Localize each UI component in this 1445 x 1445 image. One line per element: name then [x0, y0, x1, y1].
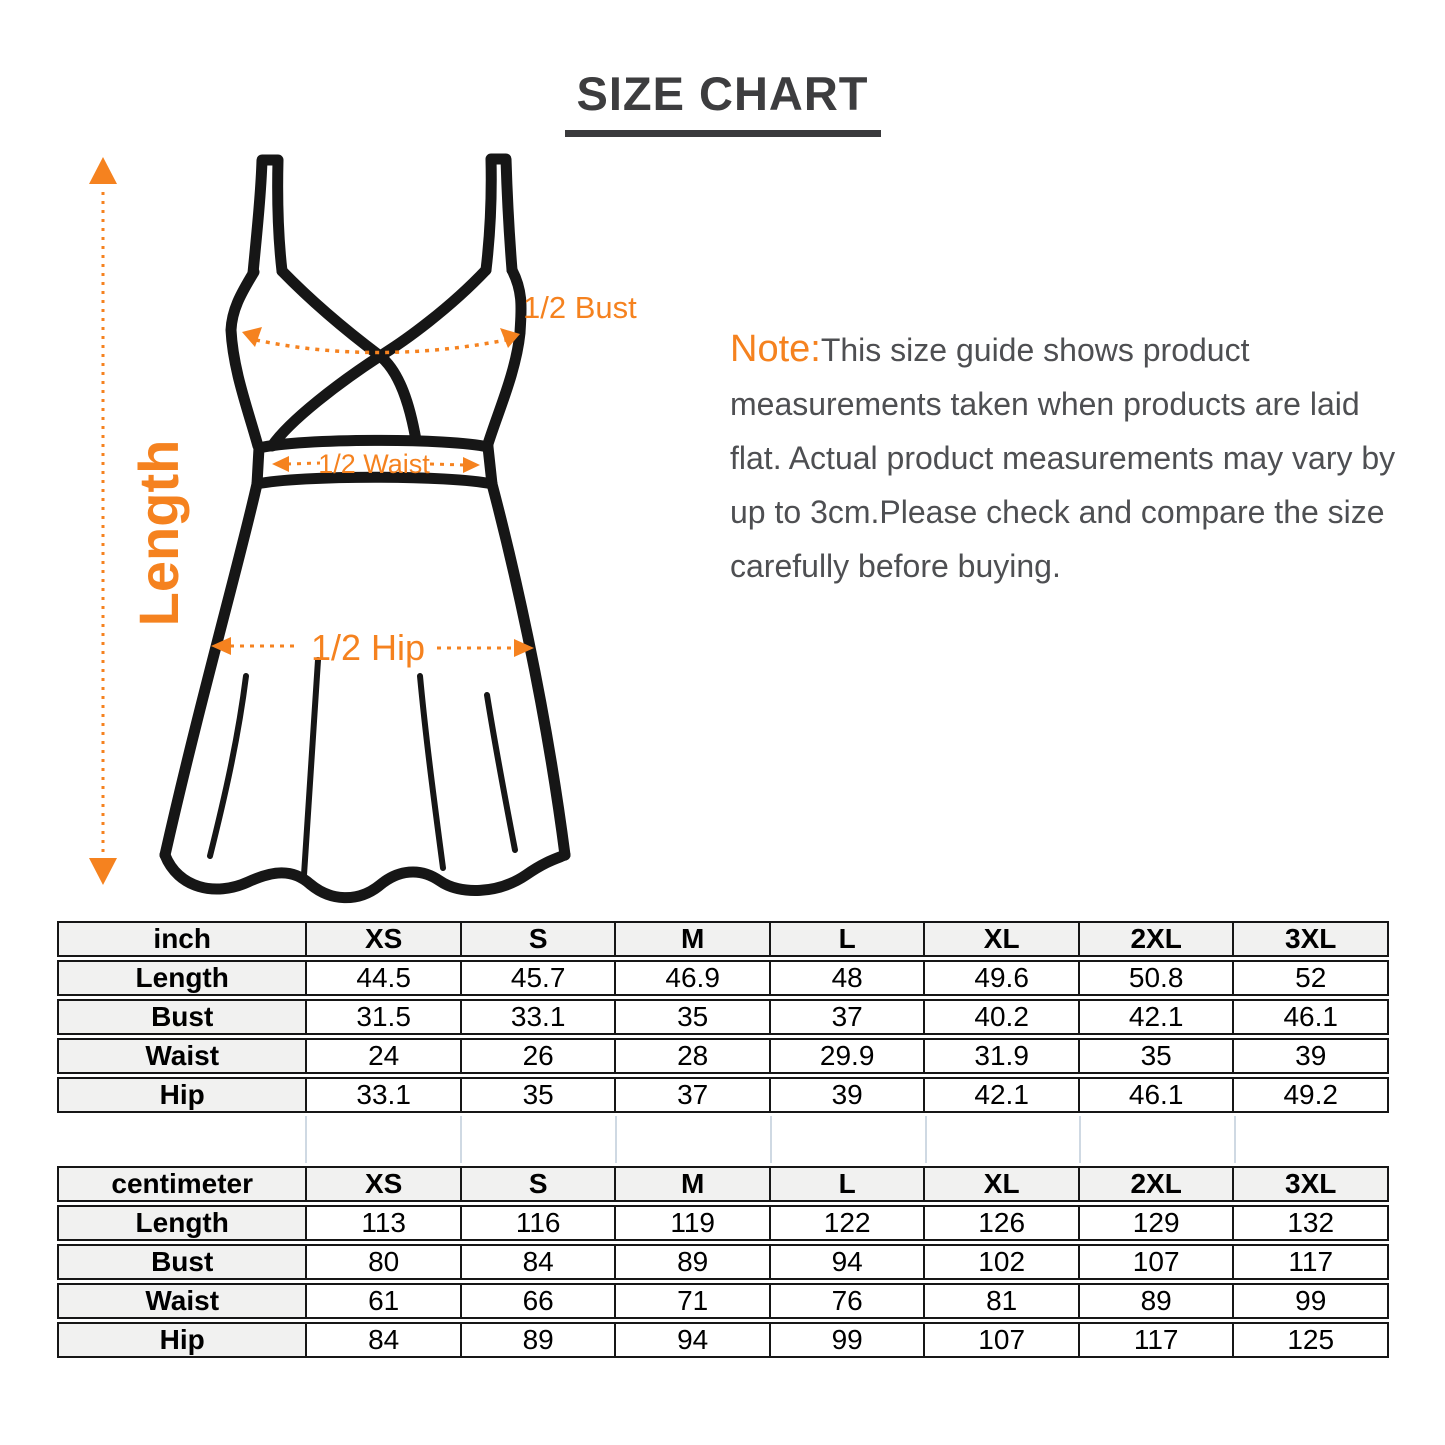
table-row-label: Bust	[57, 1244, 307, 1280]
measurement-cell: 116	[462, 1205, 617, 1241]
note-paragraph	[730, 322, 1402, 593]
table-row	[57, 1322, 1389, 1358]
table-unit-header: inch	[57, 921, 307, 957]
dress-measurement-diagram-icon	[50, 140, 680, 910]
measurement-cell: 89	[616, 1244, 771, 1280]
measurement-cell: 132	[1234, 1205, 1389, 1241]
measurement-cell: 99	[771, 1322, 926, 1358]
hip-label: 1/2 Hip	[310, 627, 426, 668]
note-body: This size guide shows product measurements taken when products are laid flat. Actual product measurements may vary by up to 3cm.Please check and compare the size carefully before buying.	[730, 332, 1396, 584]
measurement-cell: 48	[771, 960, 926, 996]
table-row	[57, 1244, 1389, 1280]
table-size-header: S	[462, 1166, 617, 1202]
measurement-cell: 99	[1234, 1283, 1389, 1319]
measurement-cell: 29.9	[771, 1038, 926, 1074]
measurement-cell: 44.5	[307, 960, 462, 996]
table-size-header: L	[771, 1166, 926, 1202]
measurement-cell: 117	[1234, 1244, 1389, 1280]
measurement-cell: 45.7	[462, 960, 617, 996]
measurement-cell: 89	[1080, 1283, 1235, 1319]
measurement-cell: 89	[462, 1322, 617, 1358]
measurement-cell: 46.1	[1234, 999, 1389, 1035]
measurement-cell: 37	[771, 999, 926, 1035]
bust-label: 1/2 Bust	[523, 290, 637, 325]
measurement-cell: 84	[307, 1322, 462, 1358]
skirt-pleat-lines-icon	[210, 660, 515, 875]
size-table-centimeter	[57, 1163, 1389, 1361]
measurement-cell: 126	[925, 1205, 1080, 1241]
table-row-label: Bust	[57, 999, 307, 1035]
table-size-header: 2XL	[1080, 921, 1235, 957]
size-tables-area	[57, 918, 1389, 1361]
table-size-header: XS	[307, 921, 462, 957]
measurement-cell: 33.1	[462, 999, 617, 1035]
note-prefix: Note:	[730, 328, 821, 370]
measurement-cell: 50.8	[1080, 960, 1235, 996]
measurement-cell: 46.1	[1080, 1077, 1235, 1113]
table-header-row	[57, 1166, 1389, 1202]
measurement-cell: 49.2	[1234, 1077, 1389, 1113]
measurement-cell: 35	[616, 999, 771, 1035]
table-size-header: M	[616, 921, 771, 957]
measurement-cell: 49.6	[925, 960, 1080, 996]
table-row-label: Length	[57, 960, 307, 996]
table-row	[57, 999, 1389, 1035]
measurement-cell: 28	[616, 1038, 771, 1074]
table-row-label: Waist	[57, 1038, 307, 1074]
table-size-header: 2XL	[1080, 1166, 1235, 1202]
table-unit-header: centimeter	[57, 1166, 307, 1202]
size-table-inch	[57, 918, 1389, 1116]
table-row-label: Length	[57, 1205, 307, 1241]
measurement-cell: 26	[462, 1038, 617, 1074]
table-row-label: Hip	[57, 1077, 307, 1113]
measurement-cell: 84	[462, 1244, 617, 1280]
spreadsheet-grid-gap	[57, 1116, 1389, 1163]
measurement-cell: 61	[307, 1283, 462, 1319]
table-size-header: XS	[307, 1166, 462, 1202]
measurement-cell: 42.1	[1080, 999, 1235, 1035]
measurement-cell: 107	[925, 1322, 1080, 1358]
table-row-label: Waist	[57, 1283, 307, 1319]
measurement-cell: 52	[1234, 960, 1389, 996]
table-size-header: 3XL	[1234, 1166, 1389, 1202]
measurement-cell: 94	[771, 1244, 926, 1280]
measurement-cell: 119	[616, 1205, 771, 1241]
measurement-cell: 125	[1234, 1322, 1389, 1358]
table-row-label: Hip	[57, 1322, 307, 1358]
table-row	[57, 1038, 1389, 1074]
measurement-cell: 24	[307, 1038, 462, 1074]
table-size-header: M	[616, 1166, 771, 1202]
table-size-header: XL	[925, 921, 1080, 957]
length-label: Length	[126, 439, 190, 627]
measurement-cell: 39	[771, 1077, 926, 1113]
measurement-cell: 81	[925, 1283, 1080, 1319]
measurement-cell: 66	[462, 1283, 617, 1319]
table-size-header: S	[462, 921, 617, 957]
measurement-cell: 31.9	[925, 1038, 1080, 1074]
measurement-cell: 102	[925, 1244, 1080, 1280]
measurement-cell: 117	[1080, 1322, 1235, 1358]
measurement-cell: 33.1	[307, 1077, 462, 1113]
waist-label: 1/2 Waist	[318, 449, 430, 479]
measurement-cell: 35	[1080, 1038, 1235, 1074]
measurement-cell: 129	[1080, 1205, 1235, 1241]
measurement-cell: 46.9	[616, 960, 771, 996]
measurement-cell: 80	[307, 1244, 462, 1280]
measurement-cell: 40.2	[925, 999, 1080, 1035]
length-arrow-icon	[89, 157, 117, 885]
measurement-cell: 113	[307, 1205, 462, 1241]
measurement-cell: 31.5	[307, 999, 462, 1035]
measurement-cell: 122	[771, 1205, 926, 1241]
table-row	[57, 1205, 1389, 1241]
table-row	[57, 960, 1389, 996]
table-size-header: XL	[925, 1166, 1080, 1202]
measurement-cell: 37	[616, 1077, 771, 1113]
measurement-cell: 76	[771, 1283, 926, 1319]
measurement-cell: 71	[616, 1283, 771, 1319]
bust-arrow-icon	[242, 327, 520, 353]
measurement-cell: 35	[462, 1077, 617, 1113]
table-size-header: 3XL	[1234, 921, 1389, 957]
measurement-cell: 94	[616, 1322, 771, 1358]
measurement-cell: 39	[1234, 1038, 1389, 1074]
measurement-cell: 42.1	[925, 1077, 1080, 1113]
page-title: SIZE CHART	[565, 66, 881, 137]
table-row	[57, 1283, 1389, 1319]
table-row	[57, 1077, 1389, 1113]
table-header-row	[57, 921, 1389, 957]
measurement-cell: 107	[1080, 1244, 1235, 1280]
table-size-header: L	[771, 921, 926, 957]
